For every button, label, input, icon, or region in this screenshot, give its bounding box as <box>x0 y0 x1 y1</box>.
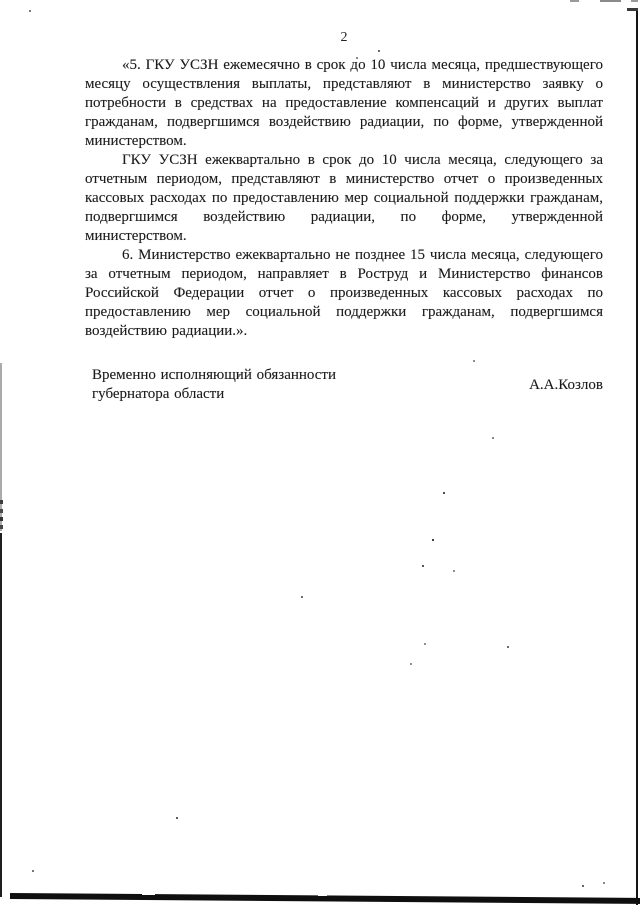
scan-artifact-left-edge-dark-line <box>0 533 2 897</box>
signature-block <box>85 366 603 404</box>
paragraph-clause-5: «5. ГКУ УСЗН ежемесячно в срок до 10 числа месяца, предшествующего месяцу осуществления выплаты, представляют в министерство заявку о потребности в средствах на предоставление компенсаций и других выплат гражданам, подвергшимся воздействию радиации, по форме, утвержденной министерством. <box>85 57 603 149</box>
paragraph-clause-5-continued: ГКУ УСЗН ежеквартально в срок до 10 числа месяца, следующего за отчетным периодом, представляют в министерство отчет о произведенных кассовых расходах по предоставлению мер социальной поддержки гражданам, подвергшимся воздействию радиации, по форме, утвержденной министерством. <box>85 152 603 244</box>
signer-title-line-2: губернатора области <box>92 386 225 402</box>
scan-artifact-bottom-band-gap <box>318 894 327 896</box>
signer-title-line-1: Временно исполняющий обязанности <box>92 367 337 383</box>
page-number: 2 <box>340 30 348 45</box>
scan-artifact-specks <box>29 10 31 12</box>
scan-artifact-left-edge-dashes <box>0 500 3 504</box>
scan-artifact-top-dash <box>631 0 638 2</box>
scan-artifact-left-edge-gray-line <box>0 363 2 531</box>
scan-artifact-bottom-band-gap <box>142 893 155 895</box>
scan-artifact-top-dash <box>600 0 621 2</box>
scan-artifact-right-edge-line <box>636 8 638 905</box>
scan-artifact-right-edge-tick <box>627 8 638 11</box>
scan-artifact-top-dash <box>570 0 579 2</box>
signer-title <box>92 366 336 404</box>
signer-name: А.А.Козлов <box>529 376 603 393</box>
document-body <box>85 56 603 404</box>
paragraph-clause-6: 6. Министерство ежеквартально не позднее 15 числа месяца, следующего за отчетным периодом, направляет в Роструд и Министерство финансов Российской Федерации отчет о произведенных кассовых расходах по предоставлению мер социальной поддержки гражданам, подвергшимся воздействию радиации.». <box>85 247 603 339</box>
